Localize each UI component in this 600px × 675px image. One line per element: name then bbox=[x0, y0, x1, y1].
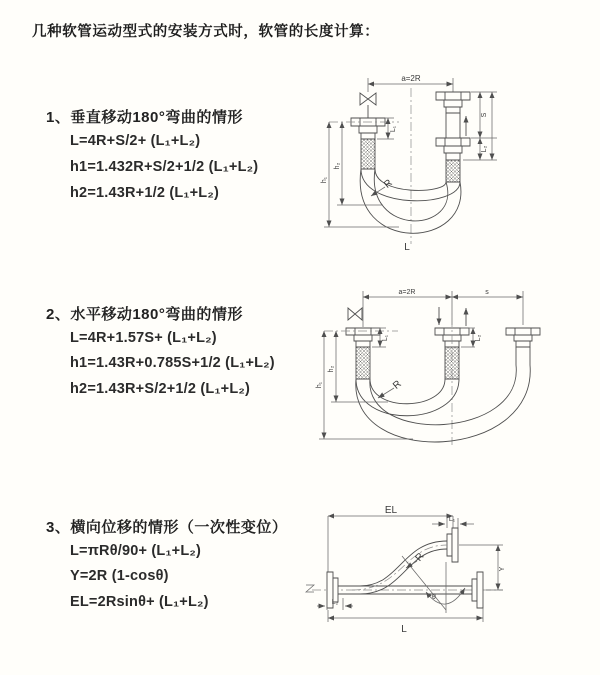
break-mark bbox=[306, 585, 314, 592]
dim-label-a2r: a=2R bbox=[401, 74, 421, 83]
hose-braid bbox=[356, 347, 370, 379]
hose-braid bbox=[361, 139, 375, 169]
diagram-vertical-180 bbox=[315, 70, 587, 260]
formula-line: h2=1.43R+1/2 (L₁+L₂) bbox=[70, 185, 220, 201]
radius-leader bbox=[378, 379, 404, 398]
dim-label-bottom-l: L bbox=[401, 624, 407, 635]
flange-upper bbox=[447, 528, 458, 562]
dim-label-theta: θ bbox=[432, 594, 436, 601]
dim-label-s: s bbox=[485, 289, 489, 296]
dim-label-a2r: a=2R bbox=[398, 289, 416, 296]
valve-icon bbox=[360, 93, 376, 118]
formula-line: L=4R+1.57S+ (L₁+L₂) bbox=[70, 330, 217, 346]
dim-label-s: S bbox=[481, 112, 488, 118]
flange-left bbox=[351, 118, 385, 169]
diagram-horizontal-180 bbox=[308, 281, 588, 453]
dim-label-h1: h₁ bbox=[316, 381, 323, 389]
formula-line: h1=1.43R+0.785S+1/2 (L₁+L₂) bbox=[70, 355, 275, 371]
flange-right-moved bbox=[506, 328, 540, 365]
dim-label-l1: L₁ bbox=[382, 334, 389, 342]
dimension-el bbox=[328, 505, 453, 572]
diagram-lateral-displacement bbox=[298, 500, 600, 650]
dim-label-l2: L₂ bbox=[331, 599, 339, 606]
section-2-heading: 2、水平移动180°弯曲的情形 bbox=[46, 306, 243, 323]
flange-right-original bbox=[472, 572, 483, 608]
formula-line: h2=1.43R+S/2+1/2 (L₁+L₂) bbox=[70, 381, 251, 397]
page-title: 几种软管运动型式的安装方式时，软管的长度计算： bbox=[32, 24, 380, 40]
radius-leader bbox=[406, 551, 427, 568]
hose-braid bbox=[446, 160, 460, 182]
dim-label-r: R bbox=[382, 177, 395, 191]
dimension-l bbox=[328, 608, 483, 635]
formula-line: h1=1.432R+S/2+1/2 (L₁+L₂) bbox=[70, 159, 259, 175]
dim-label-h2: h₂ bbox=[328, 365, 335, 373]
flange-right-original bbox=[436, 92, 470, 138]
dim-label-h2: h₂ bbox=[334, 162, 341, 170]
formula-line: L=4R+S/2+ (L₁+L₂) bbox=[70, 133, 201, 149]
dimension-s bbox=[471, 92, 497, 138]
formula-line: Y=2R (1-cosθ) bbox=[70, 568, 169, 584]
dim-label-h1: h₁ bbox=[321, 176, 328, 184]
dimension-a2r bbox=[363, 289, 523, 327]
dimension-a2r bbox=[368, 74, 453, 92]
valve-icon bbox=[348, 308, 362, 320]
dim-label-r: R bbox=[413, 551, 427, 564]
dimension-l2 bbox=[317, 598, 353, 610]
dim-label-l2: L₂ bbox=[481, 145, 488, 153]
dim-label-l1: L₁ bbox=[448, 516, 456, 523]
dim-label-l1: L₁ bbox=[390, 125, 397, 133]
dim-label-el: EL bbox=[384, 505, 398, 516]
formula-line: L=πRθ/90+ (L₁+L₂) bbox=[70, 543, 202, 559]
dim-label-r: R bbox=[391, 378, 404, 392]
section-1-heading: 1、垂直移动180°弯曲的情形 bbox=[46, 109, 243, 126]
formula-line: EL=2Rsinθ+ (L₁+L₂) bbox=[70, 594, 209, 610]
flange-left bbox=[346, 328, 380, 379]
dim-label-y: Y bbox=[499, 566, 506, 572]
dimension-s bbox=[452, 289, 523, 297]
dim-label-l2: L₂ bbox=[475, 334, 482, 342]
hose-curves bbox=[356, 365, 530, 442]
dim-label-l: L bbox=[404, 242, 410, 253]
section-3-heading: 3、横向位移的情形（一次性变位） bbox=[46, 519, 288, 536]
